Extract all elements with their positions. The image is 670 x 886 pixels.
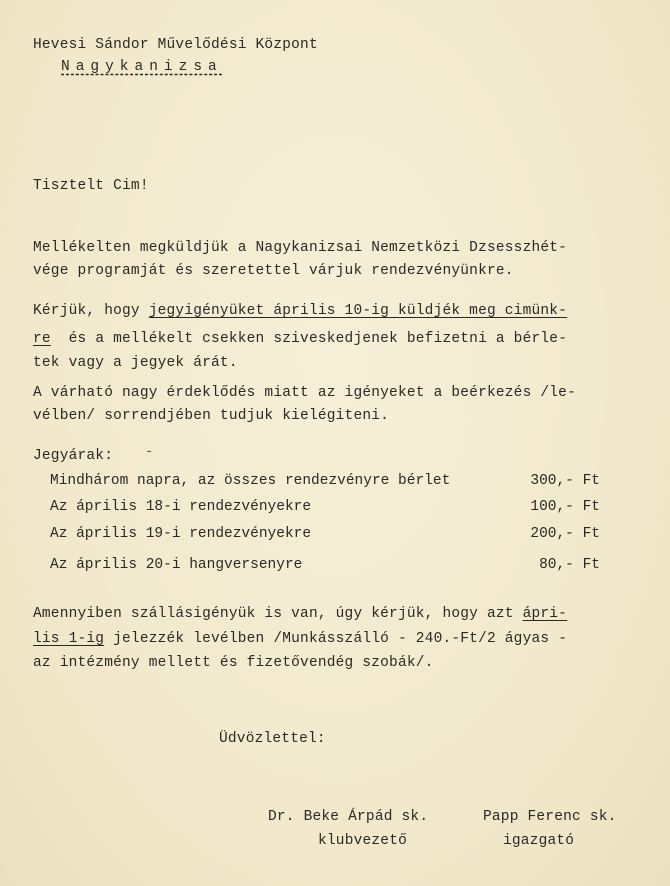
- signature-title: klubvezető: [318, 833, 408, 849]
- price-value: 100,- Ft: [530, 499, 600, 515]
- closing: Üdvözlettel:: [219, 731, 326, 747]
- paragraph3-line1: A várható nagy érdeklődés miatt az igényeket a beérkezés /le-: [33, 385, 576, 401]
- paragraph2-line2-underlined: re: [33, 331, 51, 347]
- paragraph2-line1-start: Kérjük, hogy: [33, 303, 149, 319]
- paragraph2-line3: tek vagy a jegyek árát.: [33, 355, 238, 371]
- price-value: 300,- Ft: [530, 473, 600, 489]
- signature-title: igazgató: [503, 833, 575, 849]
- price-value: 80,- Ft: [539, 557, 600, 573]
- paragraph4-line2-underlined: lis 1-ig: [33, 631, 105, 647]
- pencil-mark: -: [145, 444, 154, 460]
- signature-name: Papp Ferenc sk.: [483, 809, 617, 825]
- paragraph4-line1-start: Amennyiben szállásigényük is van, úgy kérjük, hogy azt: [33, 606, 523, 622]
- paragraph1-line2: vége programját és szeretettel várjuk rendezvényünkre.: [33, 263, 514, 279]
- paragraph2-line2: [33, 330, 567, 348]
- city-name: Nagykanizsa: [61, 59, 223, 75]
- price-value: 200,- Ft: [530, 526, 600, 542]
- price-label: Az április 18-i rendezvényekre: [50, 499, 312, 515]
- paragraph2-line2-rest: és a mellékelt csekken sziveskedjenek befizetni a bérle-: [50, 331, 568, 347]
- paragraph2-line1: [33, 302, 567, 320]
- paragraph4-line1: [33, 605, 567, 623]
- paragraph1-line1: Mellékelten megküldjük a Nagykanizsai Nemzetközi Dzsesszhét-: [33, 240, 568, 256]
- paragraph2-line1-underlined: jegyigényüket április 10-ig küldjék meg cimünk-: [148, 303, 568, 319]
- paragraph4-line3: az intézmény mellett és fizetővendég szobák/.: [33, 655, 434, 671]
- paragraph4-line2-rest: jelezzék levélben /Munkásszálló - 240.-Ft/2 ágyas -: [104, 631, 568, 647]
- price-label: Mindhárom napra, az összes rendezvényre bérlet: [50, 473, 451, 489]
- paragraph4-line2: [33, 630, 567, 648]
- signature-name: Dr. Beke Árpád sk.: [268, 809, 429, 825]
- salutation: Tisztelt Cim!: [33, 178, 149, 194]
- price-label: Az április 19-i rendezvényekre: [50, 526, 312, 542]
- paragraph4-line1-underlined: ápri-: [522, 606, 568, 622]
- institution-name: Hevesi Sándor Művelődési Központ: [33, 37, 318, 53]
- paragraph3-line2: vélben/ sorrendjében tudjuk kielégiteni.: [33, 408, 390, 424]
- prices-heading: Jegyárak:: [33, 448, 114, 464]
- price-label: Az április 20-i hangversenyre: [50, 557, 303, 573]
